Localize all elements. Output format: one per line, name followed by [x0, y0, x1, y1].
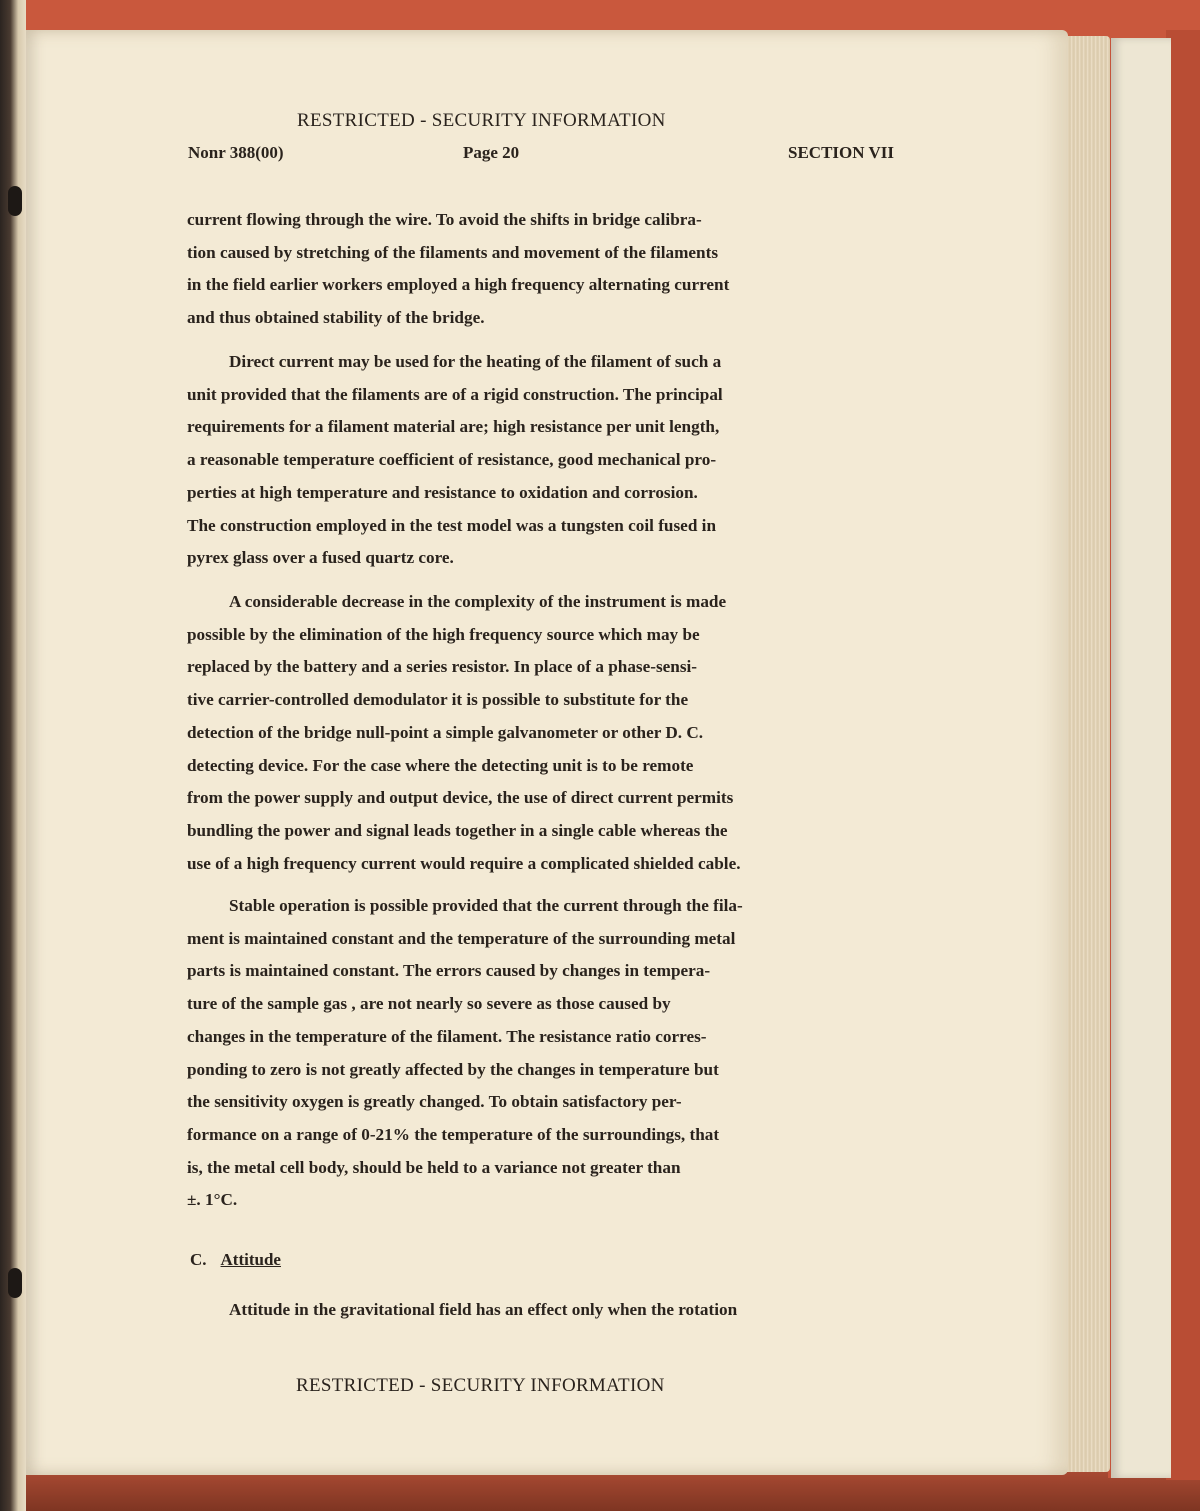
book-cover-bottom-edge [0, 1471, 1200, 1511]
paragraph-line: The construction employed in the test model was a tungsten coil fused in [187, 515, 717, 535]
back-cover-rim [1166, 30, 1200, 1480]
paragraph-line: tive carrier-controlled demodulator it is possible to substitute for the [187, 690, 689, 710]
paragraph-line: detection of the bridge null-point a simple galvanometer or other D. C. [187, 722, 704, 742]
paragraph-line: Direct current may be used for the heating of the filament of such a [229, 352, 722, 371]
paragraph [187, 346, 917, 575]
paragraph-line: unit provided that the filaments are of a rigid construction. The principal [187, 384, 723, 404]
section-label: SECTION VII [788, 143, 894, 162]
paragraph-line: Attitude in the gravitational field has an effect only when the rotation [229, 1300, 738, 1319]
paragraph-line: detecting device. For the case where the detecting unit is to be remote [187, 755, 694, 775]
paragraph-line: formance on a range of 0-21% the temperature of the surroundings, that [187, 1124, 720, 1144]
paragraph-line: pyrex glass over a fused quartz core. [187, 548, 454, 568]
binding-hole [8, 1268, 22, 1298]
binding-hole [8, 186, 22, 216]
back-board [1108, 38, 1171, 1478]
paragraph [187, 586, 917, 880]
paragraph-line: perties at high temperature and resistance to oxidation and corrosion. [187, 482, 698, 502]
paragraph-line: changes in the temperature of the filament. The resistance ratio corres- [187, 1026, 707, 1046]
paragraph-line: ment is maintained constant and the temperature of the surrounding metal [187, 928, 736, 948]
paragraph-line: parts is maintained constant. The errors caused by changes in tempera- [187, 961, 711, 981]
paragraph-line: is, the metal cell body, should be held to a variance not greater than [187, 1157, 681, 1177]
paragraph-line: possible by the elimination of the high frequency source which may be [187, 624, 700, 644]
paragraph-line: from the power supply and output device, the use of direct current permits [187, 788, 734, 808]
paragraph-line: bundling the power and signal leads together in a single cable whereas the [187, 820, 728, 840]
paragraph [187, 890, 917, 1217]
classification-footer: RESTRICTED - SECURITY INFORMATION [296, 1375, 665, 1396]
classification-header: RESTRICTED - SECURITY INFORMATION [297, 110, 666, 131]
paragraph-line: in the field earlier workers employed a high frequency alternating current [187, 275, 730, 295]
paragraph [187, 1294, 917, 1327]
paragraph-line: ponding to zero is not greatly affected by the changes in temperature but [187, 1059, 719, 1079]
section-letter: C. [190, 1250, 207, 1269]
paragraph-line: current flowing through the wire. To avoid the shifts in bridge calibra- [187, 210, 702, 229]
section-heading [190, 1250, 281, 1270]
binding-spine [0, 0, 26, 1511]
paragraph-line: tion caused by stretching of the filaments and movement of the filaments [187, 242, 719, 262]
paragraph-line: ture of the sample gas , are not nearly so severe as those caused by [187, 994, 671, 1014]
paragraph-line: Stable operation is possible provided that the current through the fila- [229, 896, 743, 915]
paragraph-line: A considerable decrease in the complexity of the instrument is made [229, 592, 727, 611]
page-number: Page 20 [463, 143, 520, 162]
paragraph [187, 204, 917, 335]
paragraph-line: and thus obtained stability of the bridge. [187, 308, 485, 328]
paragraph-line: a reasonable temperature coefficient of resistance, good mechanical pro- [187, 450, 717, 470]
paragraph-line: replaced by the battery and a series resistor. In place of a phase-sensi- [187, 657, 698, 677]
paragraph-line: requirements for a filament material are; high resistance per unit length, [187, 417, 720, 437]
paragraph-line: ±. 1°C. [187, 1190, 238, 1210]
section-title: Attitude [220, 1250, 281, 1269]
paragraph-line: the sensitivity oxygen is greatly changed. To obtain satisfactory per- [187, 1092, 682, 1112]
page-header-row [188, 143, 894, 167]
contract-number: Nonr 388(00) [188, 143, 284, 162]
paragraph-line: use of a high frequency current would require a complicated shielded cable. [187, 853, 741, 873]
